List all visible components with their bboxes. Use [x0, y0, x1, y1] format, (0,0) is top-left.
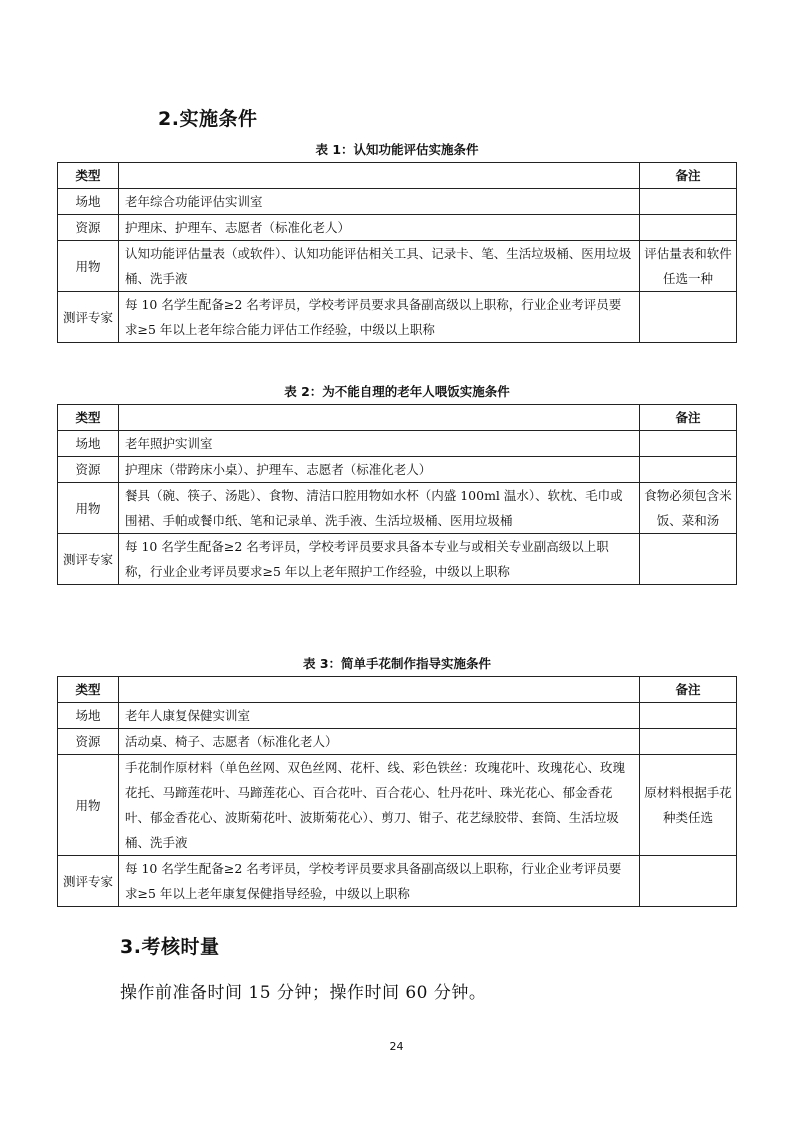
row-content: 每 10 名学生配备≥2 名考评员，学校考评员要求具备本专业与或相关专业副高级以上职称，行业企业考评员要求≥5 年以上老年照护工作经验，中级以上职称: [119, 534, 640, 585]
row-type: 场地: [58, 189, 119, 215]
table3-caption: 表 3：简单手花制作指导实施条件: [302, 656, 492, 671]
header-note: 备注: [640, 163, 737, 189]
row-note: [640, 856, 737, 907]
row-note: [640, 457, 737, 483]
table-row: [58, 534, 737, 585]
row-content: 老年综合功能评估实训室: [119, 189, 640, 215]
header-content: [119, 677, 640, 703]
row-note: [640, 431, 737, 457]
row-note: [640, 729, 737, 755]
table-row: [58, 856, 737, 907]
page-number: 24: [389, 1040, 404, 1053]
row-type: 用物: [58, 755, 119, 856]
row-note: [640, 215, 737, 241]
row-type: 用物: [58, 483, 119, 534]
header-type: 类型: [58, 677, 119, 703]
exam-time-text: 操作前准备时间 15 分钟；操作时间 60 分钟。: [120, 983, 487, 1003]
table2: [57, 404, 737, 585]
row-content: 活动桌、椅子、志愿者（标准化老人）: [119, 729, 640, 755]
row-content: 餐具（碗、筷子、汤匙）、食物、清洁口腔用物如水杯（内盛 100ml 温水）、软枕、毛巾或围裙、手帕或餐巾纸、笔和记录单、洗手液、生活垃圾桶、医用垃圾桶: [119, 483, 640, 534]
table-row: [58, 703, 737, 729]
row-note: [640, 189, 737, 215]
row-type: 测评专家: [58, 856, 119, 907]
table-row: [58, 431, 737, 457]
row-note: 食物必须包含米饭、菜和汤: [640, 483, 737, 534]
table2-caption: 表 2：为不能自理的老年人喂饭实施条件: [284, 384, 510, 399]
row-type: 场地: [58, 431, 119, 457]
header-type: 类型: [58, 405, 119, 431]
table-row: [58, 457, 737, 483]
row-type: 资源: [58, 215, 119, 241]
table-header-row: [58, 405, 737, 431]
row-type: 测评专家: [58, 534, 119, 585]
row-type: 资源: [58, 729, 119, 755]
header-note: 备注: [640, 405, 737, 431]
row-type: 测评专家: [58, 292, 119, 343]
table3: [57, 676, 737, 907]
header-content: [119, 405, 640, 431]
table-header-row: [58, 163, 737, 189]
row-content: 护理床、护理车、志愿者（标准化老人）: [119, 215, 640, 241]
table1-caption: 表 1：认知功能评估实施条件: [315, 142, 479, 157]
row-note: 评估量表和软件任选一种: [640, 241, 737, 292]
row-type: 场地: [58, 703, 119, 729]
row-content: 护理床（带跨床小桌）、护理车、志愿者（标准化老人）: [119, 457, 640, 483]
table-row: [58, 483, 737, 534]
table1: [57, 162, 737, 343]
table-row: [58, 729, 737, 755]
row-note: [640, 534, 737, 585]
table-row: [58, 292, 737, 343]
table-row: [58, 241, 737, 292]
row-content: 老年照护实训室: [119, 431, 640, 457]
table-header-row: [58, 677, 737, 703]
section-3-title: 3.考核时量: [120, 936, 220, 958]
row-type: 资源: [58, 457, 119, 483]
row-note: [640, 703, 737, 729]
header-content: [119, 163, 640, 189]
row-content: 手花制作原材料（单色丝网、双色丝网、花杆、线、彩色铁丝：玫瑰花叶、玫瑰花心、玫瑰花托、马蹄莲花叶、马蹄莲花心、百合花叶、百合花心、牡丹花叶、珠光花心、郁金香花叶、郁金香花心、波斯菊花叶、波斯菊花心）、剪刀、钳子、花艺绿胶带、套筒、生活垃圾桶、洗手液: [119, 755, 640, 856]
header-type: 类型: [58, 163, 119, 189]
table-row: [58, 755, 737, 856]
row-content: 老年人康复保健实训室: [119, 703, 640, 729]
row-note: 原材料根据手花种类任选: [640, 755, 737, 856]
header-note: 备注: [640, 677, 737, 703]
table-row: [58, 215, 737, 241]
row-content: 认知功能评估量表（或软件）、认知功能评估相关工具、记录卡、笔、生活垃圾桶、医用垃圾桶、洗手液: [119, 241, 640, 292]
row-content: 每 10 名学生配备≥2 名考评员，学校考评员要求具备副高级以上职称，行业企业考评员要求≥5 年以上老年综合能力评估工作经验，中级以上职称: [119, 292, 640, 343]
row-content: 每 10 名学生配备≥2 名考评员，学校考评员要求具备副高级以上职称，行业企业考评员要求≥5 年以上老年康复保健指导经验，中级以上职称: [119, 856, 640, 907]
section-2-title: 2.实施条件: [158, 108, 258, 130]
row-type: 用物: [58, 241, 119, 292]
row-note: [640, 292, 737, 343]
table-row: [58, 189, 737, 215]
